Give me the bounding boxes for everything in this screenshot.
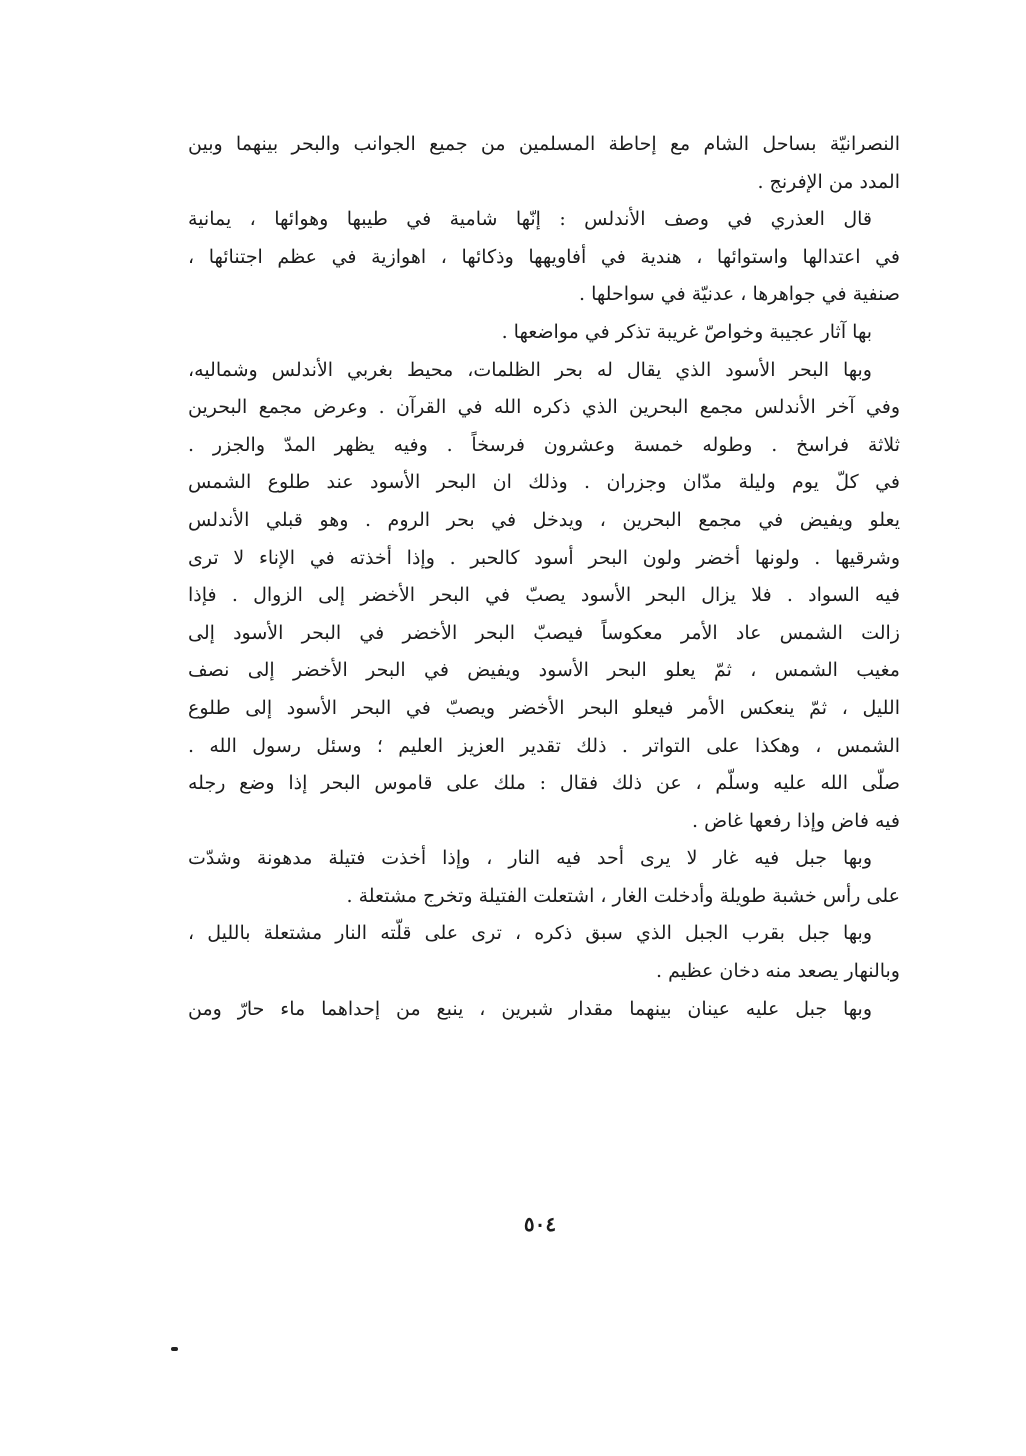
text-line: النصرانيّة بساحل الشام مع إحاطة المسلمين من جميع الجوانب والبحر بينهما وبين: [188, 133, 900, 155]
text-line: المدد من الإفرنج .: [757, 170, 900, 193]
text-line: وفي آخر الأندلس مجمع البحرين الذي ذكره الله في القرآن . وعرض مجمع البحرين: [188, 396, 900, 419]
text-line: الشمس ، وهكذا على التواتر . ذلك تقدير العزيز العليم ؛ وسئل رسول الله .: [188, 734, 900, 757]
text-line: فيه فاض وإذا رفعها غاض .: [692, 809, 900, 832]
text-line: زالت الشمس عاد الأمر معكوساً فيصبّ البحر الأخضر في البحر الأسود إلى: [188, 621, 900, 644]
text-line: بها آثار عجيبة وخواصّ غريبة تذكر في مواضعها .: [501, 320, 872, 343]
text-line: وشرقيها . ولونها أخضر ولون البحر أسود كالحبر . وإذا أخذته في الإناء لا ترى: [188, 546, 900, 569]
text-line: وبالنهار يصعد منه دخان عظيم .: [656, 960, 900, 983]
text-line: مغيب الشمس ، ثمّ يعلو البحر الأسود ويفيض في البحر الأخضر إلى نصف: [188, 659, 900, 682]
text-line: يعلو ويفيض في مجمع البحرين ، ويدخل في بحر الروم . وهو قبلي الأندلس: [188, 508, 900, 531]
text-line: صلّى الله عليه وسلّم ، عن ذلك فقال : ملك على قاموس البحر إذا وضع رجله: [188, 772, 900, 795]
text-line: وبها جبل بقرب الجبل الذي سبق ذكره ، ترى على قلّته النار مشتعلة بالليل ،: [188, 922, 872, 945]
text-line: على رأس خشبة طويلة وأدخلت الغار ، اشتعلت الفتيلة وتخرج مشتعلة .: [346, 884, 900, 907]
body-text: [188, 126, 900, 1028]
text-line: الليل ، ثمّ ينعكس الأمر فيعلو البحر الأخضر ويصبّ في البحر الأسود إلى طلوع: [188, 696, 900, 719]
text-line: قال العذري في وصف الأندلس : إنّها شامية في طيبها وهوائها ، يمانية: [188, 208, 872, 231]
text-line: صنفية في جواهرها ، عدنيّة في سواحلها .: [579, 283, 900, 306]
text-line: وبها جبل عليه عينان بينهما مقدار شبرين ، ينبع من إحداهما ماء حارّ ومن: [188, 997, 872, 1020]
text-line: في اعتدالها واستوائها ، هندية في أفاويهها وذكائها ، اهوازية في عظم اجتنائها ،: [188, 245, 900, 268]
text-line: وبها جبل فيه غار لا يرى أحد فيه النار ، وإذا أخذت فتيلة مدهونة وشدّت: [188, 847, 872, 870]
text-line: ثلاثة فراسخ . وطوله خمسة وعشرون فرسخاً . وفيه يظهر المدّ والجزر .: [188, 433, 900, 456]
ink-dot-mark: [171, 1347, 178, 1351]
text-line: في كلّ يوم وليلة مدّان وجزران . وذلك ان البحر الأسود عند طلوع الشمس: [188, 471, 900, 494]
text-line: وبها البحر الأسود الذي يقال له بحر الظلمات، محيط بغربي الأندلس وشماليه،: [188, 358, 872, 381]
text-line: فيه السواد . فلا يزال البحر الأسود يصبّ في البحر الأخضر إلى الزوال . فإذا: [188, 584, 900, 607]
page-number: ٥٠٤: [523, 1212, 557, 1236]
